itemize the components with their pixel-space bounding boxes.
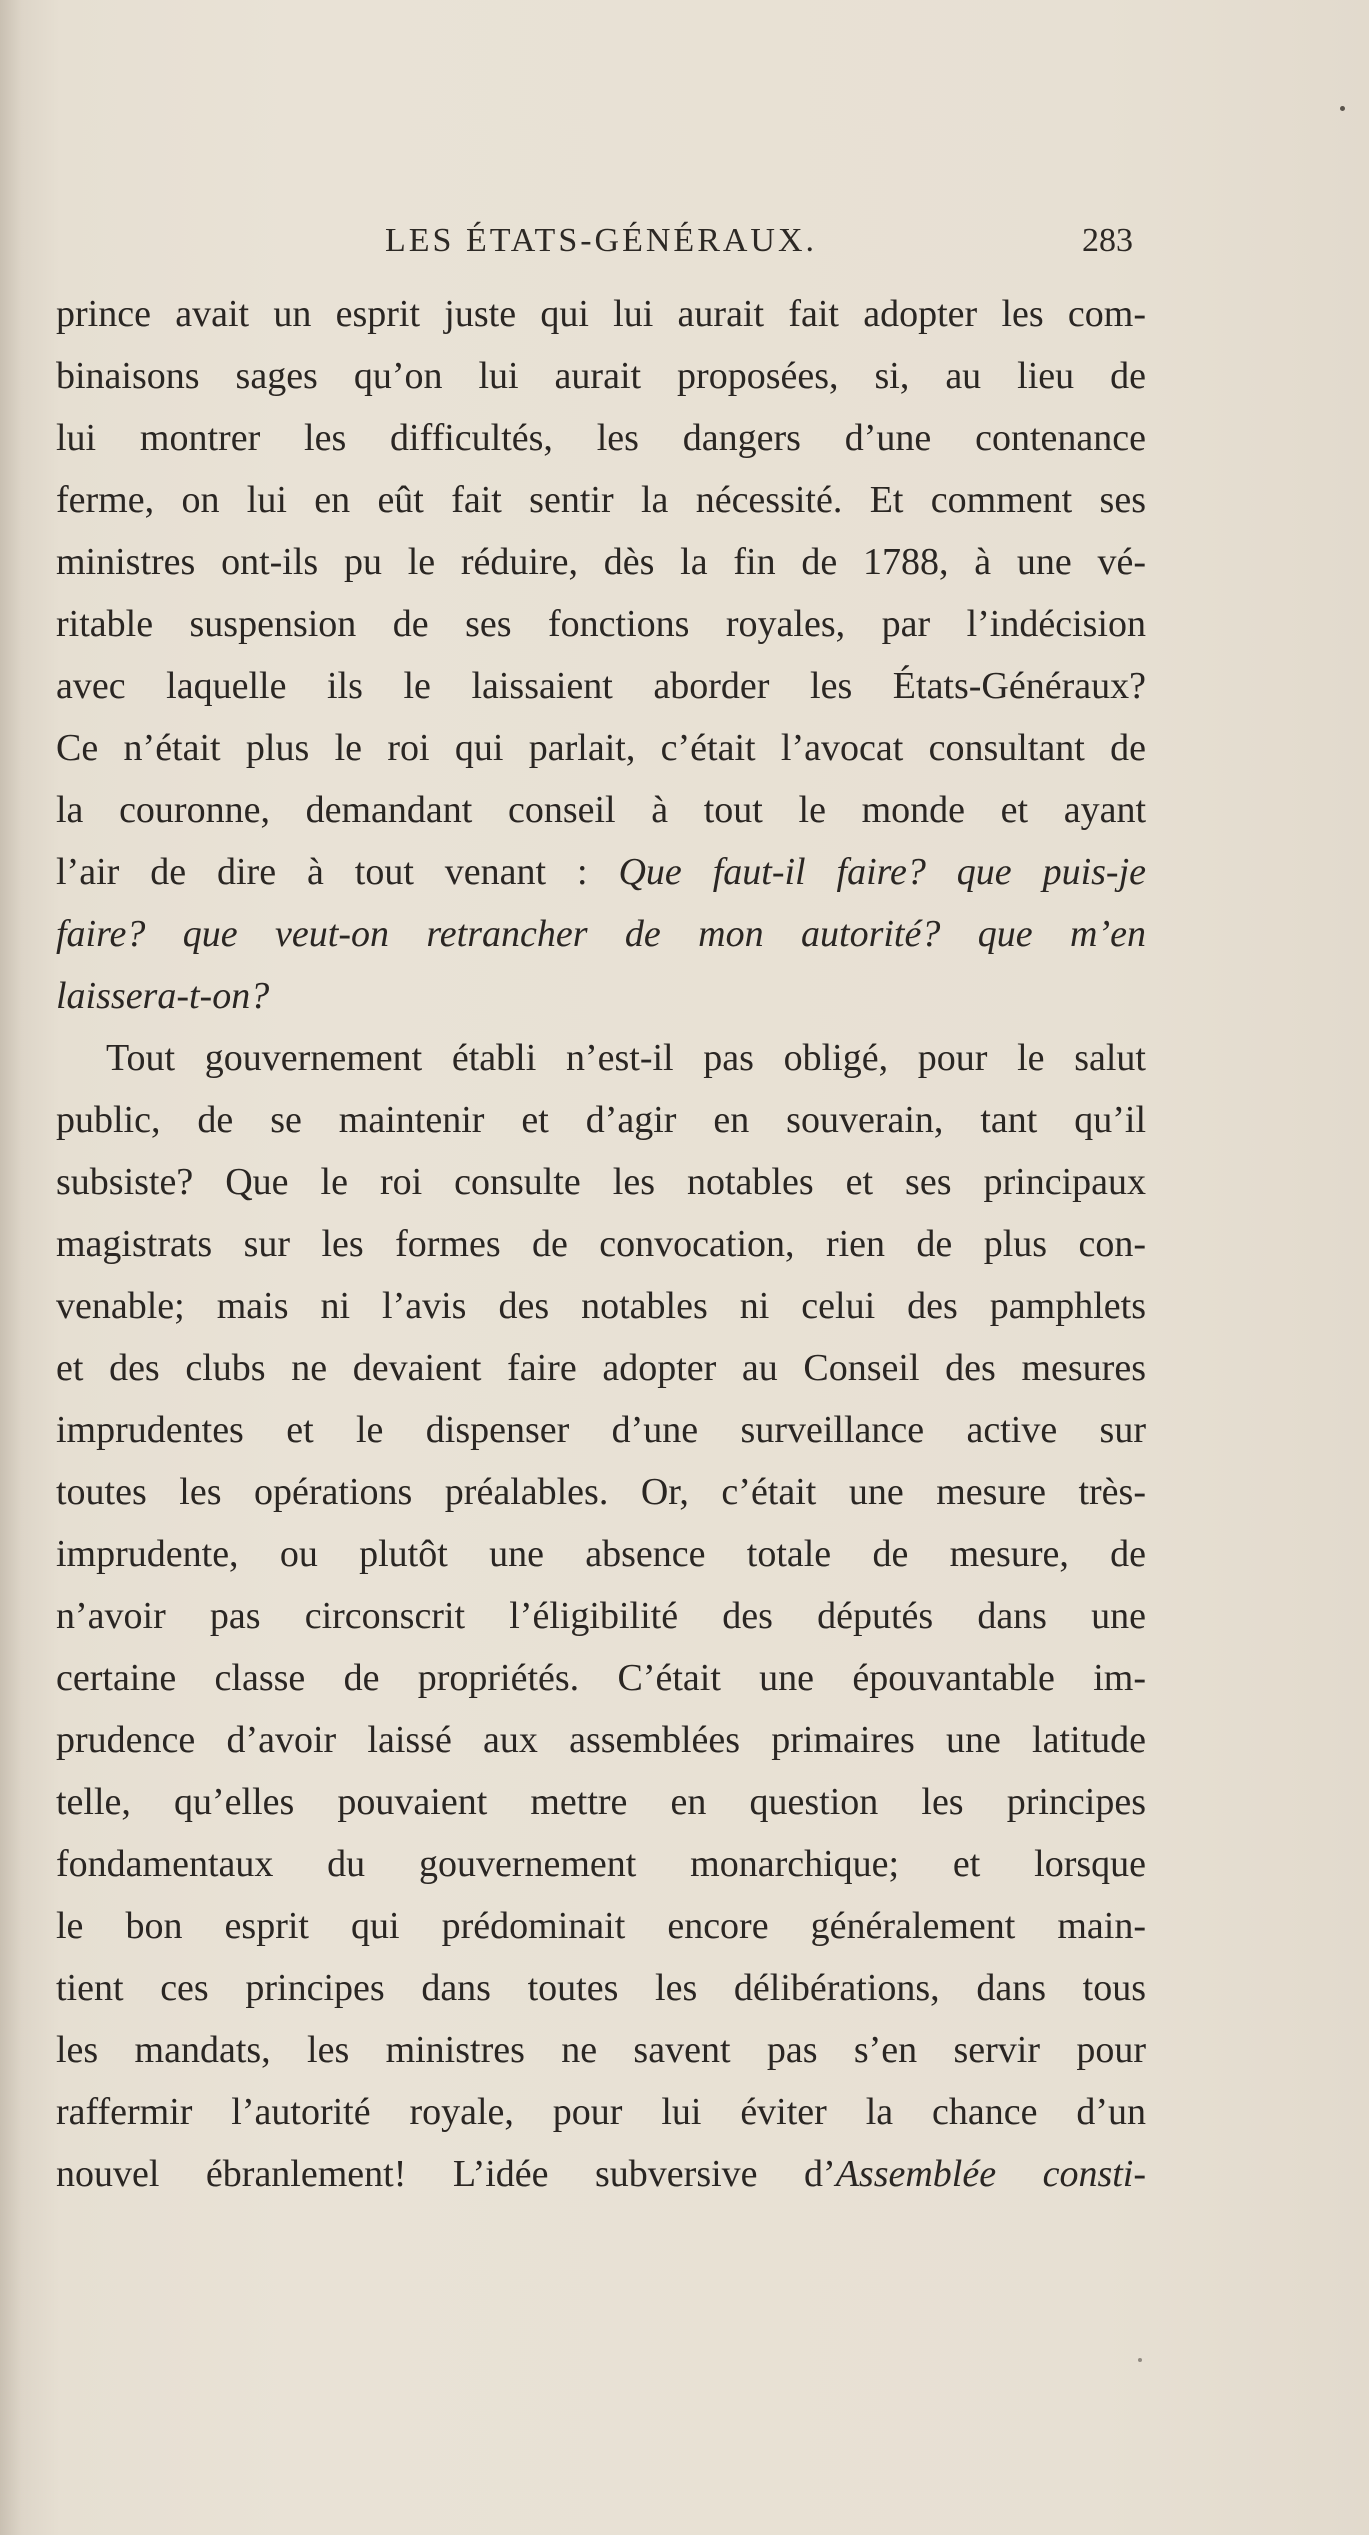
text-line: nouvel ébranlement! L’idée subversive d’Assemblée consti- — [56, 2153, 1147, 2195]
text-line: ministres ont-ils pu le réduire, dès la fin de 1788, à une vé- — [56, 541, 1146, 583]
text-line: prudence d’avoir laissé aux assemblées primaires une latitude — [56, 1719, 1146, 1761]
paper-speck — [1138, 2358, 1142, 2362]
text-line: imprudentes et le dispenser d’une surveillance active sur — [56, 1409, 1146, 1451]
text-line: ferme, on lui en eût fait sentir la nécessité. Et comment ses — [56, 479, 1146, 521]
text-line: subsiste? Que le roi consulte les notables et ses principaux — [56, 1161, 1146, 1203]
text-line: les mandats, les ministres ne savent pas s’en servir pour — [56, 2029, 1146, 2071]
page-header — [0, 210, 1369, 270]
text-line: Ce n’était plus le roi qui parlait, c’était l’avocat consultant de — [56, 727, 1146, 769]
text-line: avec laquelle ils le laissaient aborder les États-Généraux? — [56, 665, 1146, 707]
text-line: magistrats sur les formes de convocation, rien de plus con- — [56, 1223, 1146, 1265]
text-line: lui montrer les difficultés, les dangers d’une contenance — [56, 417, 1146, 459]
paper-speck — [1340, 106, 1345, 111]
text-line: certaine classe de propriétés. C’était une épouvantable im- — [56, 1657, 1146, 1699]
body-text — [56, 283, 1146, 2205]
running-title: LES ÉTATS-GÉNÉRAUX. — [385, 222, 818, 259]
text-line: le bon esprit qui prédominait encore généralement main- — [56, 1905, 1146, 1947]
text-line: tient ces principes dans toutes les délibérations, dans tous — [56, 1967, 1146, 2009]
text-line: l’air de dire à tout venant : Que faut-il faire? que puis-je — [56, 851, 1146, 893]
text-line: Tout gouvernement établi n’est-il pas obligé, pour le salut — [106, 1037, 1146, 1079]
text-line: prince avait un esprit juste qui lui aurait fait adopter les com- — [56, 293, 1146, 335]
text-line: ritable suspension de ses fonctions royales, par l’indécision — [56, 603, 1146, 645]
text-line: toutes les opérations préalables. Or, c’était une mesure très- — [56, 1471, 1146, 1513]
text-line: public, de se maintenir et d’agir en souverain, tant qu’il — [56, 1099, 1146, 1141]
text-line: imprudente, ou plutôt une absence totale de mesure, de — [56, 1533, 1146, 1575]
text-line: venable; mais ni l’avis des notables ni celui des pamphlets — [56, 1285, 1146, 1327]
text-line: la couronne, demandant conseil à tout le monde et ayant — [56, 789, 1146, 831]
text-line: laissera-t-on? — [56, 975, 270, 1017]
text-line: telle, qu’elles pouvaient mettre en question les principes — [56, 1781, 1146, 1823]
text-line: faire? que veut-on retrancher de mon autorité? que m’en — [56, 913, 1146, 955]
text-line: binaisons sages qu’on lui aurait proposées, si, au lieu de — [56, 355, 1146, 397]
page-number: 283 — [1082, 222, 1133, 259]
text-line: et des clubs ne devaient faire adopter au Conseil des mesures — [56, 1347, 1146, 1389]
text-line: raffermir l’autorité royale, pour lui éviter la chance d’un — [56, 2091, 1146, 2133]
text-line: n’avoir pas circonscrit l’éligibilité des députés dans une — [56, 1595, 1146, 1637]
text-line: fondamentaux du gouvernement monarchique; et lorsque — [56, 1843, 1146, 1885]
